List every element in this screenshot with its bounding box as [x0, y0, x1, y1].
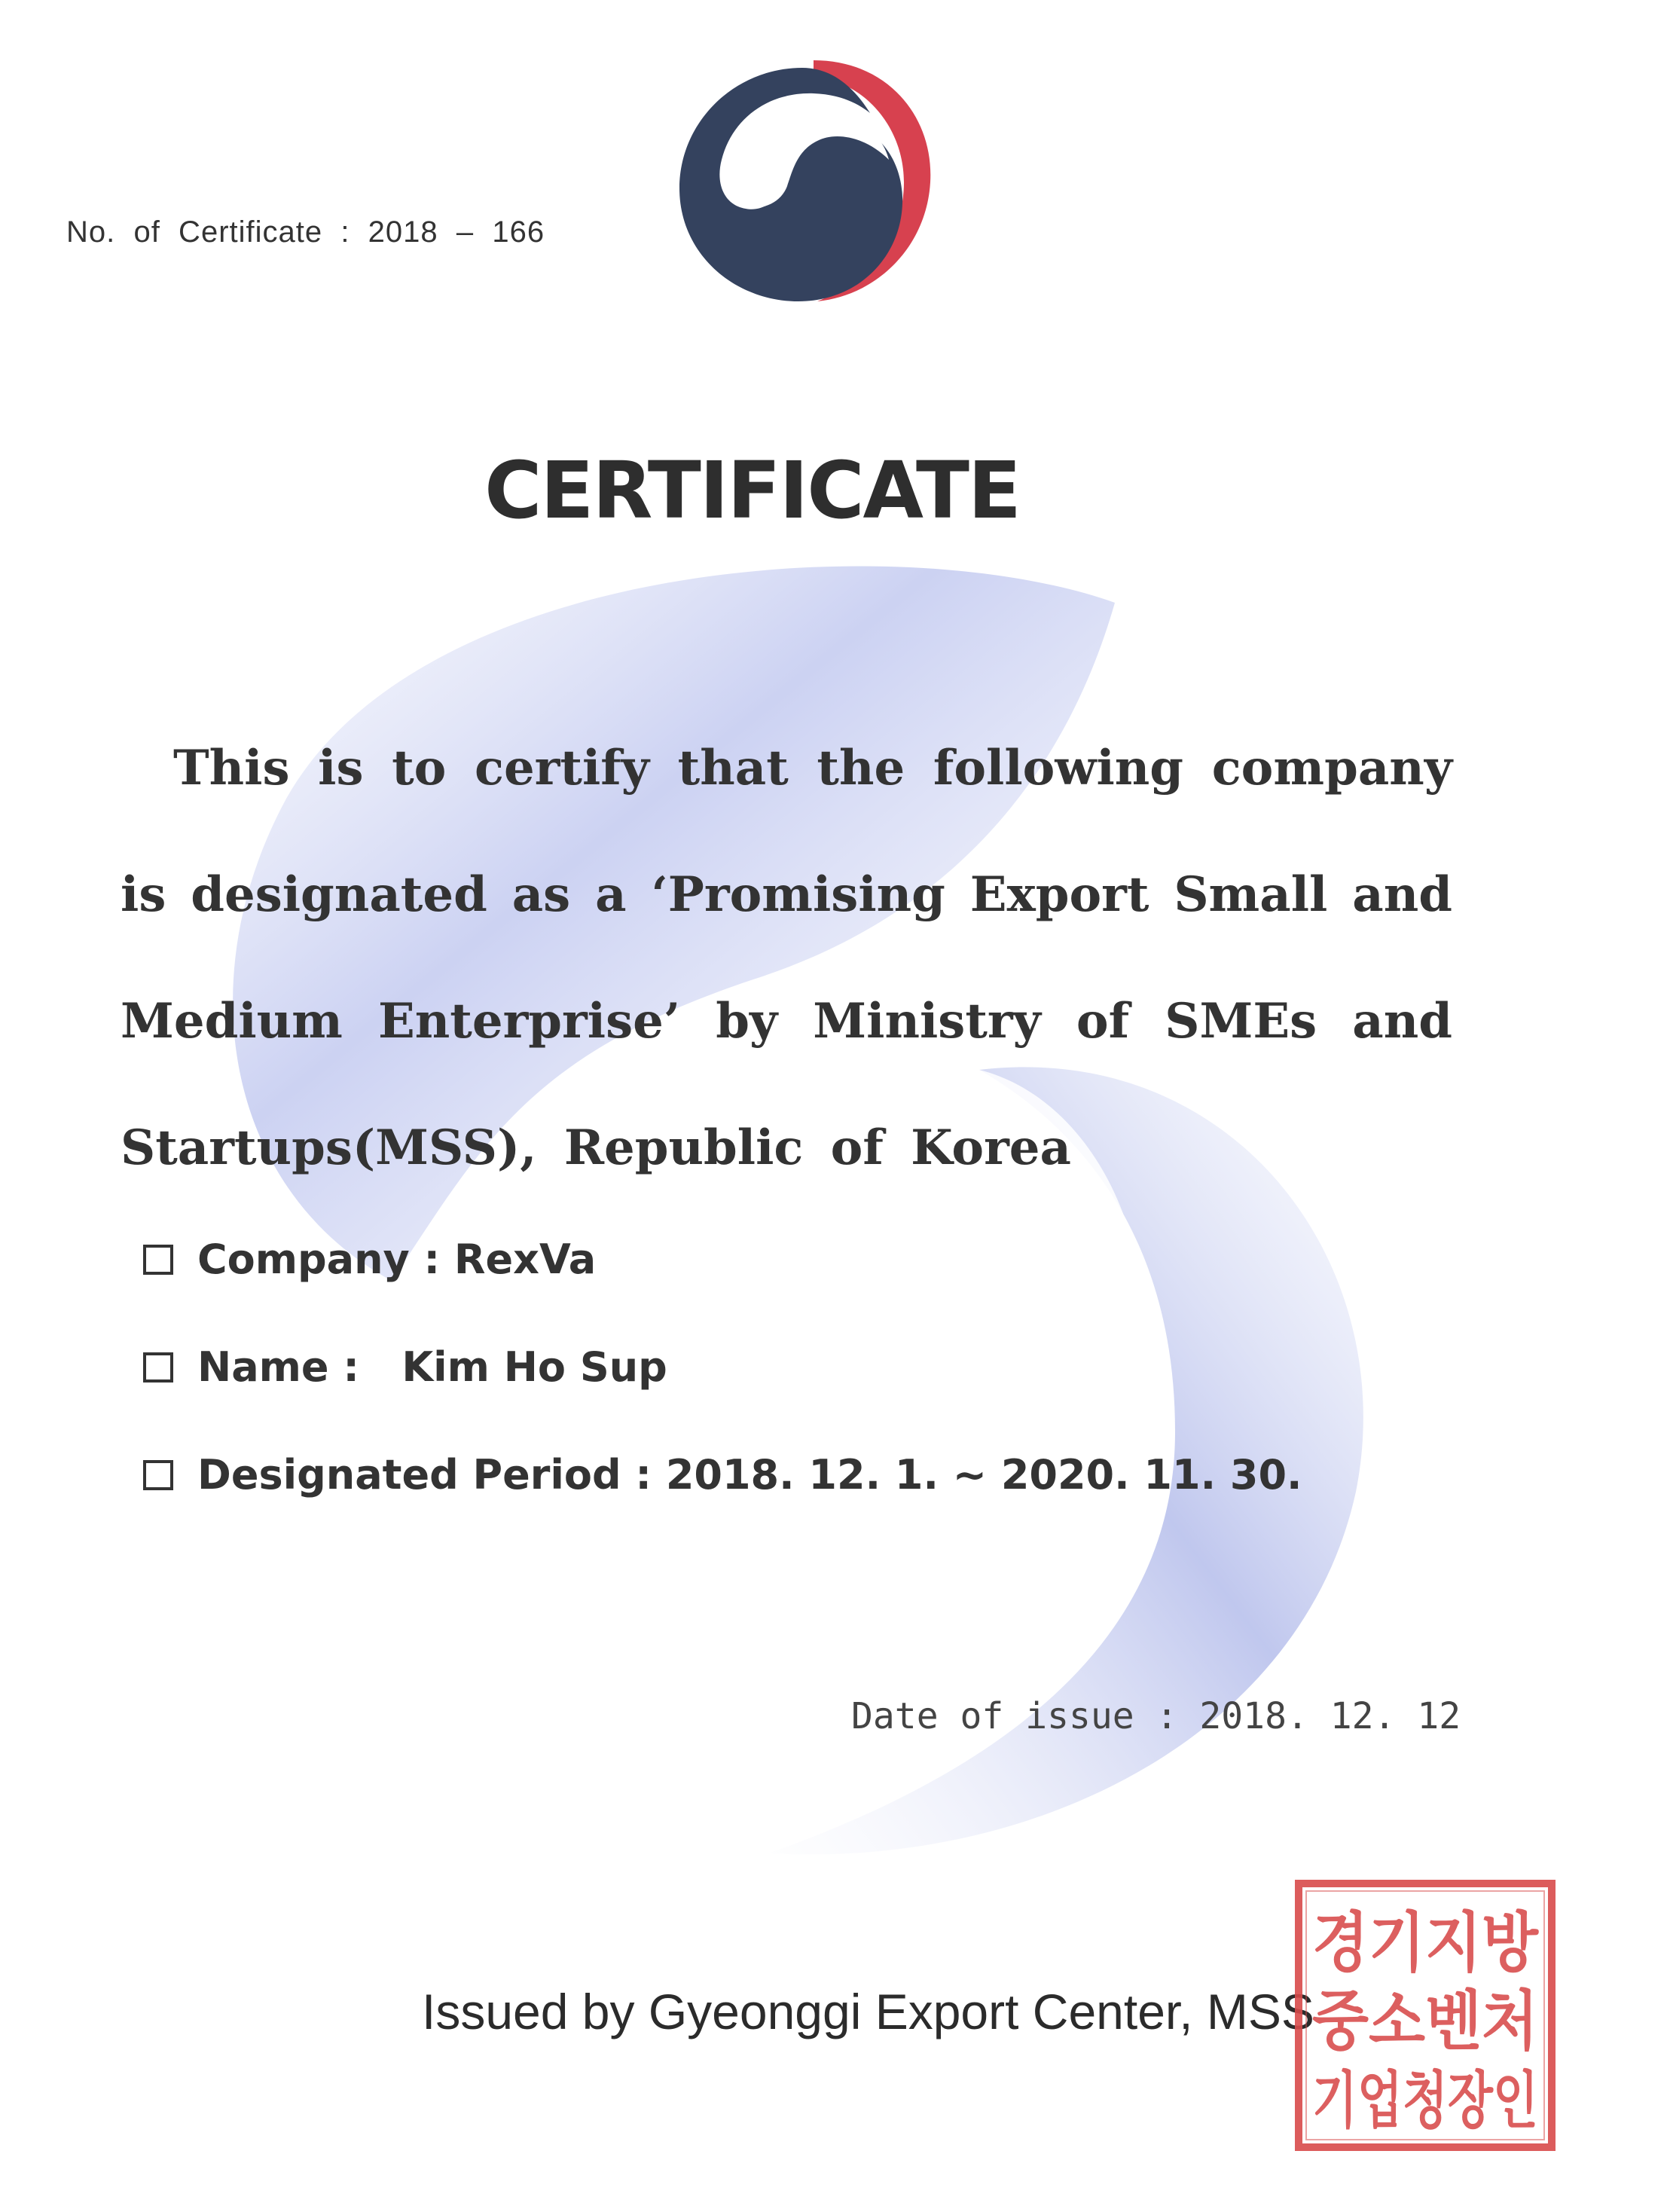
body-line-4: Startups(MSS), Republic of Korea: [121, 1120, 1071, 1176]
date-of-issue: Date of issue : 2018. 12. 12: [851, 1695, 1461, 1737]
company-text: Company : RexVa: [197, 1236, 597, 1283]
period-item: [143, 1451, 1302, 1499]
period-text: Designated Period : 2018. 12. 1. ~ 2020. 11. 30.: [197, 1451, 1302, 1499]
government-emblem-icon: [663, 47, 942, 310]
body-line-3: Medium Enterprise’ by Ministry of SMEs and: [121, 993, 1452, 1049]
seal-line-3: 기업청장인: [1312, 2065, 1538, 2137]
body-line-2: is designated as a ‘Promising Export Small and: [121, 866, 1452, 923]
page-title: CERTIFICATE: [484, 445, 1020, 536]
checkbox-icon: [143, 1245, 173, 1275]
company-item: [143, 1236, 596, 1283]
seal-line-1: 경기지방: [1312, 1905, 1540, 1981]
official-seal-stamp: [1290, 1876, 1561, 2155]
name-text: Name : Kim Ho Sup: [197, 1343, 667, 1391]
body-line-1: This is to certify that the following company: [173, 740, 1452, 796]
checkbox-icon: [143, 1352, 173, 1382]
name-item: [143, 1343, 667, 1391]
seal-line-2: 중소벤처: [1312, 1984, 1538, 2059]
certificate-number: No. of Certificate : 2018 – 166: [66, 215, 545, 249]
checkbox-icon: [143, 1460, 173, 1490]
issuer-line: Issued by Gyeonggi Export Center, MSS: [422, 1984, 1314, 2039]
